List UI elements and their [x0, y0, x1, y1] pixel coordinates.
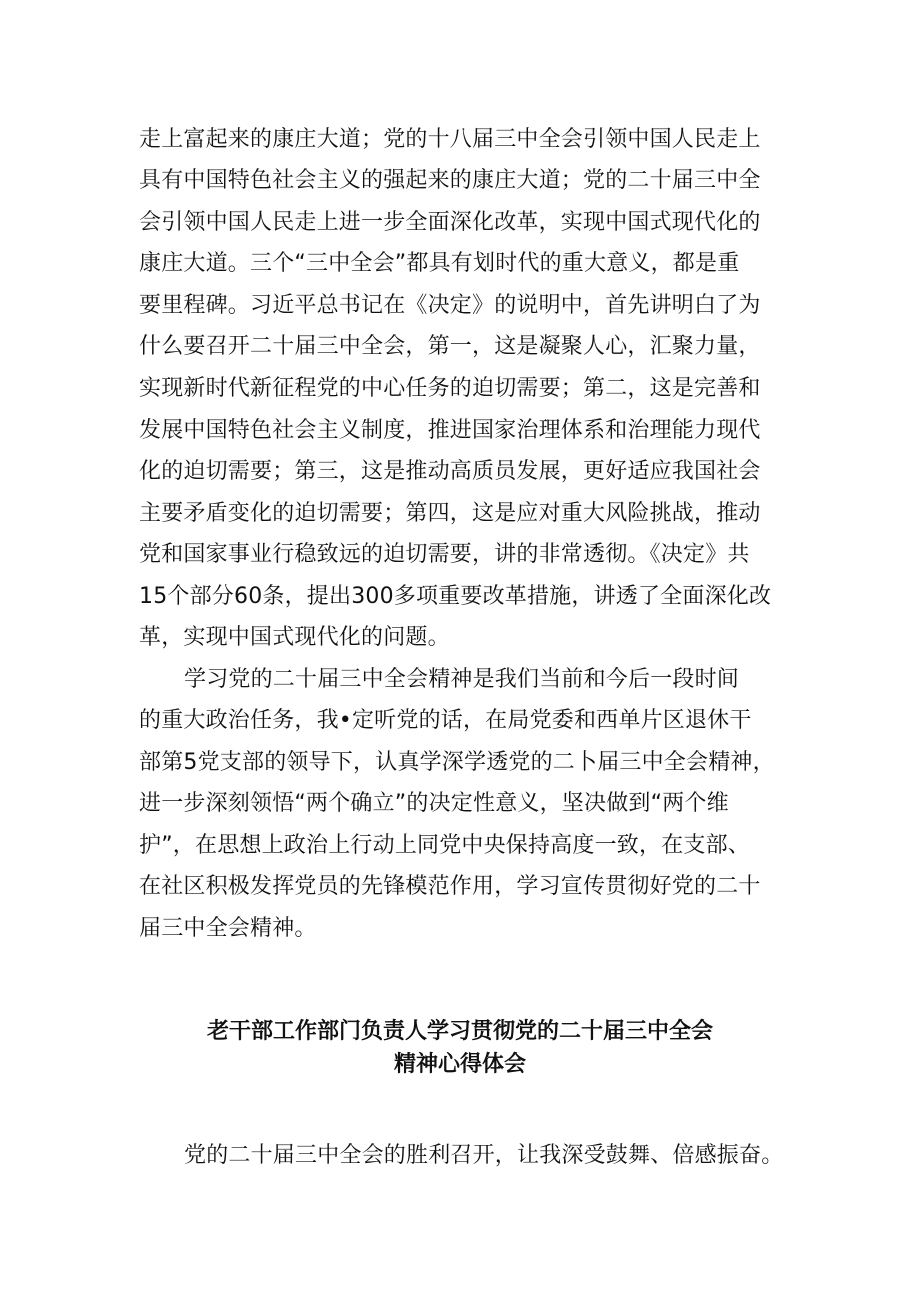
text-line: 进一步深刻领悟“两个确立”的决定性意义，坚决做到“两个维 — [139, 791, 729, 816]
heading-line-1: 老干部工作部门负责人学习贯彻党的二十届三中全会 — [206, 1019, 713, 1044]
text-line: 发展中国特色社会主义制度，推进国家治理体系和治理能力现代 — [139, 418, 761, 443]
text-line: 学习党的二十届三中全会精神是我们当前和今后一段时间 — [184, 667, 740, 692]
text-line: 的重大政治任务，我•定听党的话，在局党委和西单片区退休干 — [139, 708, 752, 733]
text-line: 走上富起来的康庄大道；党的十八届三中全会引领中国人民走上 — [139, 127, 761, 152]
text-line: 护”，在思想上政治上行动上同党中央保持高度一致，在支部、 — [139, 833, 750, 858]
text-line: 党和国家事业行稳致远的迫切需要，讲的非常透彻。《决定》共 — [139, 542, 750, 567]
text-line: 部第5党支部的领导下，认真学深学透党的二卜届三中全会精神， — [139, 750, 775, 775]
text-line: 会引领中国人民走上进一步全面深化改革，实现中国式现代化的 — [139, 210, 761, 235]
text-line: 主要矛盾变化的迫切需要；第四，这是应对重大风险挑战，推动 — [139, 501, 761, 526]
text-line: 具有中国特色社会主义的强起来的康庄大道；党的二十届三中全 — [139, 168, 761, 193]
heading-line-2: 精神心得体会 — [393, 1052, 526, 1077]
text-line: 革，实现中国式现代化的问题。 — [139, 625, 450, 650]
text-line: 实现新时代新征程党的中心任务的迫切需要；第二，这是完善和 — [139, 376, 761, 401]
text-line: 康庄大道。三个“三中全会”都具有划时代的重大意义，都是重 — [139, 251, 740, 276]
text-line: 什么要召开二十届三中全会，第一，这是凝聚人心，汇聚力量， — [139, 334, 761, 359]
text-line: 在社区积极发挥党员的先锋模范作用，学习宣传贯彻好党的二十 — [139, 874, 761, 899]
text-line: 党的二十届三中全会的胜利召开，让我深受鼓舞、倍感振奋。 — [184, 1143, 784, 1168]
text-line: 要里程碑。习近平总书记在《决定》的说明中，首先讲明白了为 — [139, 293, 761, 318]
text-line: 15个部分60条，提出300多项重要改革措施，讲透了全面深化改 — [139, 584, 772, 609]
text-line: 化的迫切需要；第三，这是推动高质员发展，更好适应我国社会 — [139, 459, 761, 484]
text-line: 届三中全会精神。 — [139, 916, 317, 941]
